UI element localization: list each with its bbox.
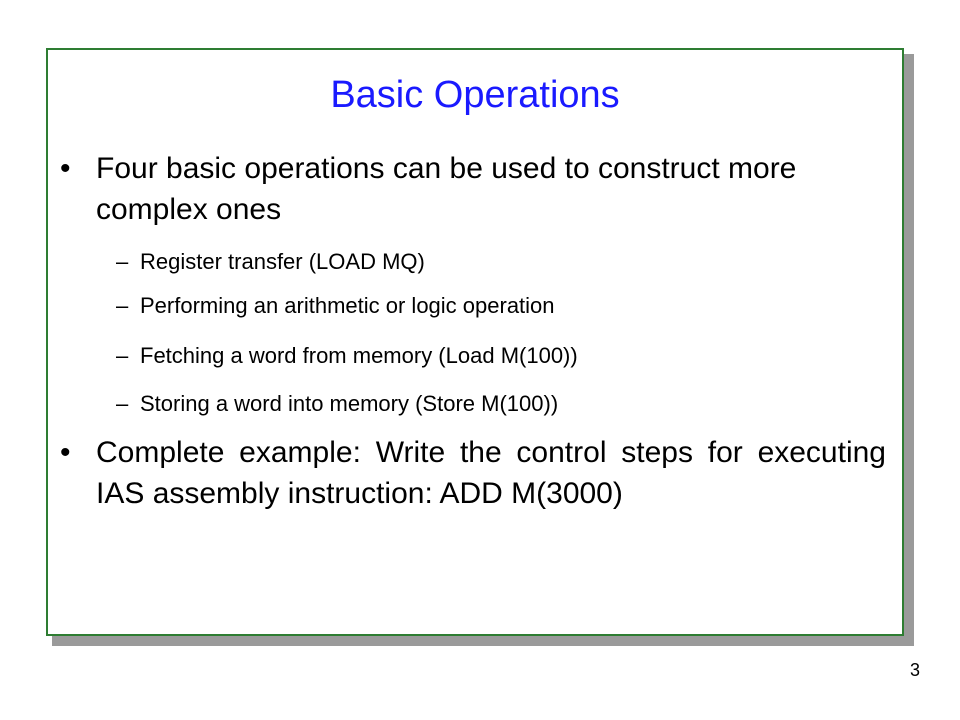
sub-item-text: Register transfer (LOAD MQ): [140, 249, 425, 274]
slide-title: Basic Operations: [330, 74, 620, 116]
bullet-item: [48, 432, 886, 558]
sub-item-text: Storing a word into memory (Store M(100)): [140, 391, 559, 416]
sub-item-marker: –: [116, 391, 129, 416]
bullet-text: Complete example: Write the control steps for executing IAS assembly instruction: ADD M(3000): [96, 436, 886, 510]
bullet-marker: •: [60, 152, 71, 185]
bullet-marker: •: [60, 436, 71, 469]
sub-item-marker: –: [116, 343, 129, 368]
bullet-text: Four basic operations can be used to construct more complex ones: [96, 152, 797, 226]
sub-item-text: Fetching a word from memory (Load M(100)): [140, 343, 578, 368]
sub-item-marker: –: [116, 249, 129, 274]
slide-frame: [46, 48, 904, 636]
page-number: 3: [909, 660, 920, 680]
bullet-item: [48, 148, 868, 232]
sub-item-text: Performing an arithmetic or logic operation: [140, 293, 555, 318]
sub-item-marker: –: [116, 293, 129, 318]
